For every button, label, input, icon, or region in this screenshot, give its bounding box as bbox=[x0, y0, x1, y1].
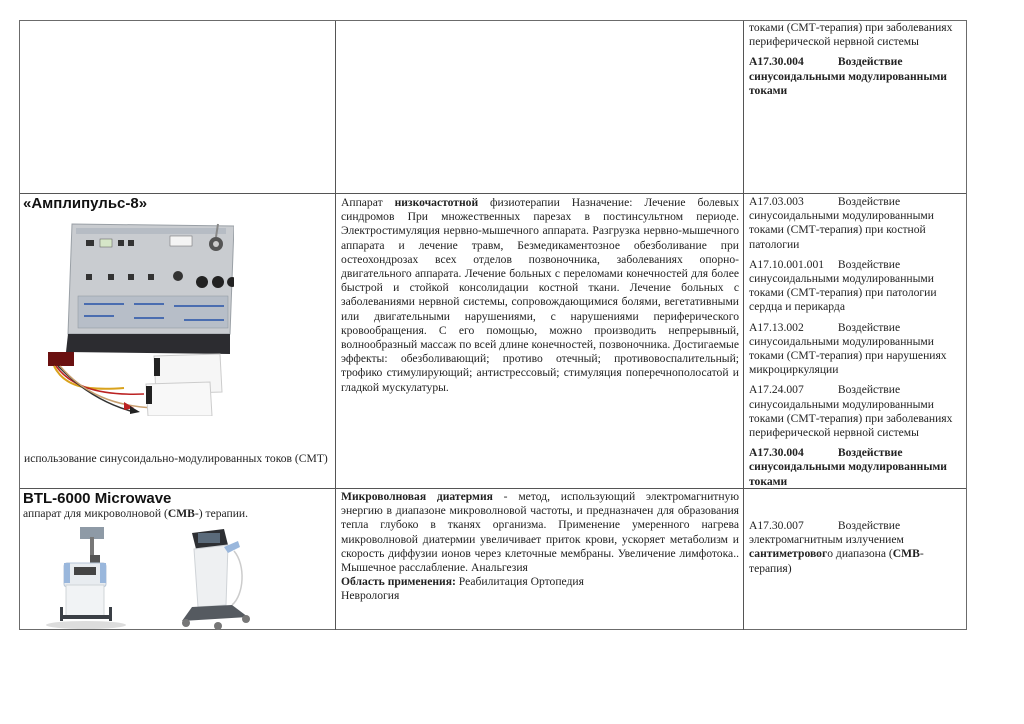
code-entry bbox=[749, 55, 964, 98]
procedure-text: Воздействие синусоидальными модулированными токами (СМТ-терапия) при заболеваниях периферической нервной системы bbox=[749, 383, 953, 440]
procedure-code: А17.30.007 bbox=[749, 519, 804, 532]
device-caption: использование синусоидально-модулированных токов (СМТ) bbox=[24, 452, 328, 465]
code-entry-continuation: токами (СМТ-терапия) при заболеваниях периферической нервной системы bbox=[749, 21, 953, 49]
description-cell: Аппарат низкочастотной физиотерапии Назначение: Лечение болевых синдромов При множественных парезах в постинсультном периоде. Электростимуляция нервно-мышечного аппарата. Разгрузка нервно-мышечного аппарата и лечение травм, Безмедикаментозное обезболивание при остеохондрозах всех отделов позвоночника, заболеваниях опорно-двигательного аппарата. Лечение больных с переломами конечностей для более быстрой и стойкой консолидации костной ткани. Лечение больных с заболеваниями нервной системы, сопровождающимися болями, вегетативными или двигательными нарушениями, с нарушениями периферического кровообращения. С его помощью, можно производить непрерывный, волнообразный массаж по всей длине конечностей, позвоночника. Достигаемые эффекты: обезболивающий; противо отечный; противовоспалительный; трофико стимулирующий; антистрессовый; стимуляция поперечнополосатой и гладкой мускулатуры. bbox=[336, 194, 744, 488]
btl-device-side-photo bbox=[162, 525, 262, 630]
code-entry bbox=[749, 383, 964, 440]
device-cell bbox=[20, 21, 336, 193]
codes-cell bbox=[744, 489, 967, 630]
procedure-code: А17.24.007 bbox=[749, 383, 804, 397]
procedure-code: А17.30.004 bbox=[749, 55, 804, 69]
procedure-text: Воздействие синусоидальными модулированными токами (СМТ-терапия) при патологии сердца и перикарда bbox=[749, 257, 937, 314]
table-row bbox=[20, 489, 966, 630]
device-subtitle: аппарат для микроволновой (СМВ-) терапии. bbox=[23, 507, 249, 520]
procedure-code: А17.13.002 bbox=[749, 320, 804, 334]
table-row bbox=[20, 21, 966, 194]
code-entry bbox=[749, 195, 964, 252]
procedure-code: А17.30.004 bbox=[749, 446, 804, 460]
device-name: BTL-6000 Microwave bbox=[23, 490, 172, 507]
device-cell bbox=[20, 489, 336, 630]
code-entry bbox=[749, 321, 964, 378]
procedures-table bbox=[19, 20, 967, 630]
application-area-line2: Неврология bbox=[341, 589, 400, 603]
codes-cell bbox=[744, 194, 967, 488]
amplipulse-device-photo bbox=[34, 216, 234, 416]
procedure-text: Воздействие синусоидальными модулированными токами bbox=[749, 446, 947, 488]
procedure-code: А17.03.003 bbox=[749, 195, 804, 208]
description-paragraph: Микроволновая диатермия - метод, использующий электромагнитную энергию в диапазоне микроволновой частоты, и предназначен для образования тепла глубоко в тканях организма. Применение умеренного нагрева микроволновой диатермии увеличивает приток крови, ускоряет метаболизм и скорость диффузии ионов через клеточные мембраны. Увеличение лимфотока.. Мышечное расслабление. Анальгезия bbox=[341, 490, 739, 575]
table-row bbox=[20, 194, 966, 489]
procedure-text: Воздействие синусоидальными модулированными токами (СМТ-терапия) при костной патологии bbox=[749, 195, 934, 251]
device-name: «Амплипульс-8» bbox=[23, 195, 148, 212]
procedure-text: Воздействие синусоидальными модулированными токами (СМТ-терапия) при нарушениях микроциркуляции bbox=[749, 320, 947, 377]
application-area: Область применения: Реабилитация Ортопедия bbox=[341, 575, 584, 589]
code-entry: А17.30.007 Воздействие электромагнитным излучением сантиметрового диапазона (СМВ-терапия) bbox=[749, 519, 924, 575]
description-cell bbox=[336, 21, 744, 193]
btl-device-front-photo bbox=[44, 527, 134, 629]
procedure-code: А17.10.001.001 bbox=[749, 257, 825, 271]
codes-cell bbox=[744, 21, 967, 193]
description-cell bbox=[336, 489, 744, 630]
device-cell bbox=[20, 194, 336, 488]
code-entry bbox=[749, 446, 964, 488]
procedure-text: Воздействие синусоидальными модулированными токами bbox=[749, 55, 947, 97]
code-entry bbox=[749, 258, 964, 315]
